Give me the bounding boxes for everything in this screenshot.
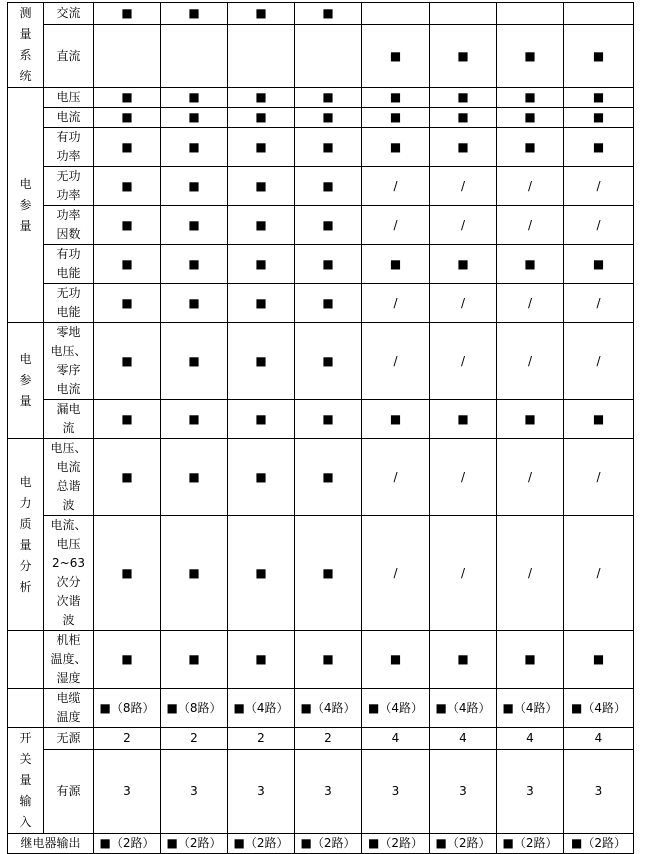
group-label [8, 88, 44, 323]
value-cell: ■ [497, 25, 564, 88]
value-cell: ■ [228, 206, 295, 245]
value-cell: ■（2路） [430, 834, 497, 854]
row-label: 继电器输出 [8, 834, 94, 854]
value-cell: ■ [228, 245, 295, 284]
value-cell: ■ [497, 88, 564, 108]
value-cell: / [497, 206, 564, 245]
value-cell: ■ [94, 206, 161, 245]
value-cell: ■ [161, 284, 228, 323]
table-row [8, 400, 634, 439]
value-cell: / [430, 206, 497, 245]
value-cell [362, 3, 430, 25]
value-cell: ■ [564, 400, 634, 439]
value-cell: 3 [564, 750, 634, 834]
group-label [8, 689, 44, 728]
value-cell: 4 [430, 728, 497, 750]
value-cell: 3 [94, 750, 161, 834]
value-cell: ■ [564, 25, 634, 88]
value-cell: ■ [161, 439, 228, 516]
value-cell: / [430, 167, 497, 206]
row-label: 电压、 电流 总谐 波 [44, 439, 94, 516]
value-cell: ■ [362, 245, 430, 284]
value-cell: ■ [228, 323, 295, 400]
value-cell: ■ [497, 245, 564, 284]
value-cell: 2 [295, 728, 362, 750]
spec-table [7, 2, 634, 854]
value-cell: / [362, 284, 430, 323]
table-row [8, 167, 634, 206]
value-cell: ■（4路） [228, 689, 295, 728]
value-cell: ■ [362, 631, 430, 689]
value-cell: ■ [94, 323, 161, 400]
value-cell: ■ [430, 631, 497, 689]
value-cell: / [362, 439, 430, 516]
value-cell: ■ [295, 108, 362, 128]
value-cell: / [497, 516, 564, 631]
value-cell: ■（4路） [295, 689, 362, 728]
value-cell: ■ [161, 3, 228, 25]
value-cell: ■ [295, 439, 362, 516]
value-cell: ■ [161, 167, 228, 206]
value-cell: / [497, 439, 564, 516]
value-cell: ■ [228, 284, 295, 323]
value-cell: ■ [228, 128, 295, 167]
row-label: 交流 [44, 3, 94, 25]
value-cell: ■ [564, 245, 634, 284]
row-label: 功率 因数 [44, 206, 94, 245]
value-cell: ■ [161, 108, 228, 128]
value-cell: ■ [228, 3, 295, 25]
value-cell: ■ [497, 128, 564, 167]
row-label: 漏电 流 [44, 400, 94, 439]
value-cell: ■（2路） [161, 834, 228, 854]
value-cell: ■ [430, 88, 497, 108]
value-cell: 2 [161, 728, 228, 750]
value-cell: / [564, 439, 634, 516]
group-label [8, 3, 44, 88]
table-row [8, 689, 634, 728]
group-label [8, 439, 44, 631]
value-cell: / [430, 323, 497, 400]
value-cell: ■ [295, 128, 362, 167]
value-cell: ■ [94, 245, 161, 284]
value-cell: ■ [161, 88, 228, 108]
table-row [8, 750, 634, 834]
value-cell [497, 3, 564, 25]
value-cell: ■ [161, 516, 228, 631]
value-cell: ■ [94, 88, 161, 108]
group-label-text: 开 关 量 输 入 [19, 731, 32, 829]
value-cell: ■ [161, 400, 228, 439]
value-cell: ■ [362, 88, 430, 108]
value-cell: ■ [430, 25, 497, 88]
value-cell: ■ [228, 108, 295, 128]
value-cell: / [564, 516, 634, 631]
value-cell: ■ [94, 284, 161, 323]
table-row [8, 108, 634, 128]
value-cell [94, 25, 161, 88]
row-label: 无功 功率 [44, 167, 94, 206]
value-cell: ■ [161, 323, 228, 400]
value-cell: ■ [94, 128, 161, 167]
value-cell: ■ [228, 88, 295, 108]
row-label: 电流、 电压 2~63 次分 次谐 波 [44, 516, 94, 631]
table-row [8, 128, 634, 167]
value-cell: 3 [497, 750, 564, 834]
table-row [8, 284, 634, 323]
value-cell: / [564, 206, 634, 245]
value-cell: ■ [564, 108, 634, 128]
value-cell: ■ [564, 88, 634, 108]
value-cell: 3 [430, 750, 497, 834]
group-label-text: 测 量 系 统 [19, 6, 32, 83]
group-label-text: 电 参 量 [19, 176, 32, 233]
value-cell: ■ [295, 245, 362, 284]
value-cell: / [497, 284, 564, 323]
value-cell: ■（2路） [497, 834, 564, 854]
row-label: 电缆 温度 [44, 689, 94, 728]
value-cell: ■ [430, 108, 497, 128]
value-cell: ■ [497, 400, 564, 439]
value-cell: / [564, 284, 634, 323]
value-cell: 4 [362, 728, 430, 750]
row-label: 直流 [44, 25, 94, 88]
value-cell: ■（2路） [94, 834, 161, 854]
value-cell: / [362, 206, 430, 245]
table-row [8, 206, 634, 245]
table-row [8, 631, 634, 689]
value-cell: ■ [228, 631, 295, 689]
row-label: 有源 [44, 750, 94, 834]
row-label: 有功 功率 [44, 128, 94, 167]
value-cell: ■ [94, 439, 161, 516]
table-row [8, 245, 634, 284]
table-row [8, 25, 634, 88]
value-cell: ■ [228, 167, 295, 206]
value-cell: ■ [564, 631, 634, 689]
value-cell: ■（4路） [564, 689, 634, 728]
value-cell: ■ [430, 245, 497, 284]
value-cell: ■（4路） [430, 689, 497, 728]
value-cell [228, 25, 295, 88]
value-cell: ■ [362, 128, 430, 167]
value-cell: 2 [228, 728, 295, 750]
value-cell [564, 3, 634, 25]
value-cell: ■（8路） [94, 689, 161, 728]
value-cell: ■（8路） [161, 689, 228, 728]
value-cell: ■ [564, 128, 634, 167]
value-cell: ■ [362, 400, 430, 439]
value-cell: ■ [94, 108, 161, 128]
value-cell: 4 [497, 728, 564, 750]
group-label [8, 728, 44, 834]
table-row [8, 516, 634, 631]
value-cell: ■（2路） [228, 834, 295, 854]
value-cell: ■ [362, 108, 430, 128]
value-cell: ■（2路） [564, 834, 634, 854]
value-cell: ■ [94, 631, 161, 689]
row-label: 机柜 温度、 湿度 [44, 631, 94, 689]
value-cell: 3 [228, 750, 295, 834]
value-cell: / [564, 323, 634, 400]
value-cell: / [430, 516, 497, 631]
value-cell: 2 [94, 728, 161, 750]
value-cell: ■ [295, 400, 362, 439]
value-cell: ■ [295, 323, 362, 400]
value-cell: ■（4路） [497, 689, 564, 728]
value-cell: / [564, 167, 634, 206]
value-cell: ■ [497, 108, 564, 128]
value-cell: ■ [295, 3, 362, 25]
value-cell: ■（4路） [362, 689, 430, 728]
value-cell: / [430, 284, 497, 323]
group-label-text: 电 参 量 [19, 352, 32, 408]
value-cell: ■ [295, 284, 362, 323]
table-row [8, 728, 634, 750]
value-cell: ■ [362, 25, 430, 88]
value-cell: 3 [362, 750, 430, 834]
value-cell: ■（2路） [295, 834, 362, 854]
value-cell: ■（2路） [362, 834, 430, 854]
value-cell: ■ [161, 631, 228, 689]
value-cell: ■ [94, 3, 161, 25]
row-label: 无功 电能 [44, 284, 94, 323]
value-cell: ■ [497, 631, 564, 689]
group-label-text: 电 力 质 量 分 析 [19, 474, 32, 594]
table-row [8, 88, 634, 108]
value-cell: ■ [228, 400, 295, 439]
value-cell: ■ [430, 400, 497, 439]
value-cell: / [362, 323, 430, 400]
value-cell: ■ [295, 631, 362, 689]
value-cell: ■ [295, 206, 362, 245]
value-cell: ■ [430, 128, 497, 167]
value-cell: ■ [228, 439, 295, 516]
value-cell: / [497, 167, 564, 206]
row-label: 零地 电压、 零序 电流 [44, 323, 94, 400]
value-cell: ■ [295, 167, 362, 206]
value-cell: / [430, 439, 497, 516]
row-label: 电流 [44, 108, 94, 128]
value-cell: ■ [94, 400, 161, 439]
value-cell: ■ [228, 516, 295, 631]
value-cell: 3 [295, 750, 362, 834]
group-label [8, 631, 44, 689]
value-cell: ■ [295, 88, 362, 108]
row-label: 电压 [44, 88, 94, 108]
row-label: 有功 电能 [44, 245, 94, 284]
value-cell: ■ [94, 167, 161, 206]
value-cell: ■ [94, 516, 161, 631]
value-cell: / [362, 516, 430, 631]
group-label [8, 323, 44, 439]
table-row [8, 439, 634, 516]
value-cell: 4 [564, 728, 634, 750]
value-cell: 3 [161, 750, 228, 834]
value-cell: ■ [161, 245, 228, 284]
value-cell: ■ [161, 128, 228, 167]
value-cell [430, 3, 497, 25]
value-cell: / [362, 167, 430, 206]
table-row [8, 323, 634, 400]
value-cell: / [497, 323, 564, 400]
value-cell: ■ [295, 516, 362, 631]
table-row [8, 3, 634, 25]
value-cell [161, 25, 228, 88]
value-cell: ■ [161, 206, 228, 245]
value-cell [295, 25, 362, 88]
table-row [8, 834, 634, 854]
row-label: 无源 [44, 728, 94, 750]
